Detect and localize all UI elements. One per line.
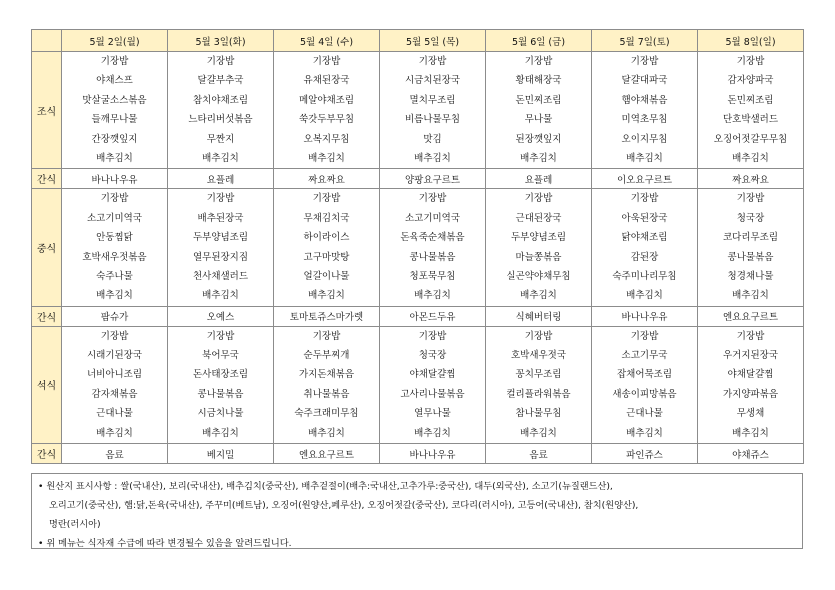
menu-item: 시래기된장국 — [86, 350, 143, 362]
breakfast-row — [32, 52, 804, 169]
menu-item: 기장밥 — [524, 56, 553, 67]
lunch-row — [32, 189, 804, 306]
menu-cell — [168, 326, 274, 443]
snack-cell: 식혜버터링 — [486, 306, 592, 326]
menu-item: 기장밥 — [524, 193, 553, 205]
menu-item: 배추김치 — [414, 427, 451, 439]
menu-item: 아욱된장국 — [621, 212, 668, 224]
day-header: 5월 5일 (목) — [380, 30, 486, 52]
menu-cell — [380, 52, 486, 169]
menu-item: 들깨무나물 — [91, 114, 138, 126]
menu-item: 시금치된장국 — [404, 75, 461, 87]
menu-item: 두부양념조림 — [192, 232, 249, 244]
menu-item: 무채김치국 — [303, 212, 350, 224]
menu-item: 너비아니조림 — [86, 369, 143, 381]
menu-item: 청포묵무침 — [409, 270, 456, 282]
snack-cell: 엔요요구르트 — [274, 444, 380, 464]
menu-item: 야채스프 — [96, 75, 133, 87]
snack-row-1 — [32, 169, 804, 189]
menu-item: 열무나물 — [414, 408, 451, 420]
menu-item: 코다리무조림 — [722, 232, 779, 244]
menu-item: 순두부찌개 — [303, 350, 350, 362]
menu-item: 기장밥 — [736, 330, 765, 342]
snack-cell: 요플레 — [486, 169, 592, 189]
menu-item: 배추김치 — [308, 290, 345, 302]
menu-item: 배추김치 — [202, 152, 239, 164]
menu-item: 오징어젓갈무무침 — [713, 133, 788, 145]
snack-cell: 요플레 — [168, 169, 274, 189]
snack-cell: 짜요짜요 — [274, 169, 380, 189]
header-row — [32, 30, 804, 52]
menu-item: 배추김치 — [732, 152, 769, 164]
day-header: 5월 6일 (금) — [486, 30, 592, 52]
menu-item: 얼갈이나물 — [303, 270, 350, 282]
snack-cell: 파인쥬스 — [592, 444, 698, 464]
origin-notice-continued: 명란(러시아) — [49, 519, 101, 530]
day-header: 5월 8일(일) — [698, 30, 804, 52]
menu-item: 무짠지 — [206, 133, 235, 145]
day-header: 5월 7일(토) — [592, 30, 698, 52]
menu-item: 콩나물볶음 — [197, 388, 244, 400]
menu-item: 감자양파국 — [727, 75, 774, 87]
menu-cell — [486, 52, 592, 169]
menu-item: 근대된장국 — [515, 212, 562, 224]
menu-item: 단호박샐러드 — [722, 114, 779, 126]
snack-cell: 바나나우유 — [62, 169, 168, 189]
menu-item: 배추김치 — [308, 427, 345, 439]
menu-item: 열무된장지짐 — [192, 251, 249, 263]
notes-box — [31, 473, 803, 549]
menu-item: 마늘쫑볶음 — [515, 251, 562, 263]
menu-item: 잡채어묵조림 — [616, 369, 673, 381]
menu-item: 가지양파볶음 — [722, 388, 779, 400]
meal-label-snack: 간식 — [32, 306, 62, 326]
menu-item: 고구마맛탕 — [303, 251, 350, 263]
snack-cell: 아몬드두유 — [380, 306, 486, 326]
snack-cell: 오예스 — [168, 306, 274, 326]
menu-cell — [274, 52, 380, 169]
corner-cell — [32, 30, 62, 52]
menu-item: 배추김치 — [732, 290, 769, 302]
menu-item: 참나물무침 — [515, 408, 562, 420]
menu-item: 미역초무침 — [621, 114, 668, 126]
menu-cell — [592, 326, 698, 443]
menu-item: 기장밥 — [312, 193, 341, 205]
menu-item: 무나물 — [524, 114, 553, 126]
menu-cell — [380, 189, 486, 306]
menu-item: 근대나물 — [626, 408, 663, 420]
menu-item: 오복지무침 — [303, 133, 350, 145]
menu-item: 취나물볶음 — [303, 388, 350, 400]
menu-item: 황태해장국 — [515, 75, 562, 87]
menu-item: 기장밥 — [312, 330, 341, 342]
menu-item: 기장밥 — [312, 56, 341, 67]
menu-item: 기장밥 — [100, 56, 129, 67]
weekly-menu-table — [31, 29, 804, 464]
snack-cell: 음료 — [62, 444, 168, 464]
menu-item: 무생채 — [736, 408, 765, 420]
menu-item: 안동찜닭 — [96, 232, 133, 244]
menu-cell — [62, 326, 168, 443]
menu-item: 소고기무국 — [621, 350, 668, 362]
meal-label-dinner: 석식 — [32, 326, 62, 443]
menu-item: 기장밥 — [100, 193, 129, 205]
menu-item: 돈민찌조림 — [515, 94, 562, 106]
menu-item: 컬리플라워볶음 — [506, 388, 571, 400]
menu-item: 참치야채조림 — [192, 94, 249, 106]
menu-item: 하이라이스 — [303, 232, 350, 244]
menu-item: 숙주나물 — [96, 270, 133, 282]
menu-item: 기장밥 — [100, 330, 129, 342]
menu-item: 배추김치 — [626, 290, 663, 302]
menu-item: 기장밥 — [418, 193, 447, 205]
menu-item: 배추김치 — [732, 427, 769, 439]
menu-item: 배추김치 — [520, 427, 557, 439]
menu-item: 맛김 — [423, 133, 442, 145]
menu-item: 배추김치 — [96, 427, 133, 439]
menu-item: 유채된장국 — [303, 75, 350, 87]
menu-cell — [274, 326, 380, 443]
day-header: 5월 4일 (수) — [274, 30, 380, 52]
snack-cell: 바나나우유 — [592, 306, 698, 326]
menu-item: 소고기미역국 — [404, 212, 461, 224]
day-header: 5월 3일(화) — [168, 30, 274, 52]
menu-item: 기장밥 — [418, 330, 447, 342]
menu-change-notice: • 위 메뉴는 식자재 수급에 따라 변경될수 있음을 알려드립니다. — [38, 538, 292, 549]
menu-item: 천사채샐러드 — [192, 270, 249, 282]
menu-item: 기장밥 — [630, 193, 659, 205]
menu-item: 느타리버섯볶음 — [188, 114, 253, 126]
menu-item: 기장밥 — [206, 330, 235, 342]
menu-item: 비름나물무침 — [404, 114, 461, 126]
menu-item: 기장밥 — [418, 56, 447, 67]
menu-item: 꽁치무조림 — [515, 369, 562, 381]
menu-item: 소고기미역국 — [86, 212, 143, 224]
menu-cell — [168, 52, 274, 169]
menu-item: 실곤약야채무침 — [506, 270, 571, 282]
menu-cell — [698, 189, 804, 306]
dinner-row — [32, 326, 804, 443]
menu-item: 호박새우젓국 — [510, 350, 567, 362]
menu-item: 배추김치 — [520, 290, 557, 302]
menu-item: 기장밥 — [206, 56, 235, 67]
menu-item: 가지돈채볶음 — [298, 369, 355, 381]
menu-item: 배추김치 — [414, 290, 451, 302]
menu-item: 우거지된장국 — [722, 350, 779, 362]
menu-item: 청국장 — [418, 350, 447, 362]
menu-item: 기장밥 — [736, 193, 765, 205]
snack-cell: 바나나우유 — [380, 444, 486, 464]
menu-item: 근대나물 — [96, 408, 133, 420]
snack-row-3 — [32, 444, 804, 464]
snack-cell: 팜슈가 — [62, 306, 168, 326]
menu-item: 고사리나물볶음 — [400, 388, 465, 400]
snack-cell: 짜요짜요 — [698, 169, 804, 189]
menu-item: 기장밥 — [736, 56, 765, 67]
menu-item: 오이지무침 — [621, 133, 668, 145]
menu-cell — [592, 52, 698, 169]
menu-item: 숙주미나리무침 — [612, 270, 677, 282]
snack-cell: 엔요요구르트 — [698, 306, 804, 326]
menu-item: 시금치나물 — [197, 408, 244, 420]
menu-item: 감된장 — [630, 251, 659, 263]
menu-item: 배추된장국 — [197, 212, 244, 224]
menu-item: 배추김치 — [626, 427, 663, 439]
menu-item: 야채달걀찜 — [727, 369, 774, 381]
meal-label-lunch: 중식 — [32, 189, 62, 306]
menu-cell — [486, 189, 592, 306]
menu-item: 새송이피망볶음 — [612, 388, 677, 400]
menu-item: 감자채볶음 — [91, 388, 138, 400]
menu-item: 멸치무조림 — [409, 94, 456, 106]
menu-cell — [486, 326, 592, 443]
menu-item: 기장밥 — [630, 56, 659, 67]
menu-cell — [592, 189, 698, 306]
menu-item: 기장밥 — [630, 330, 659, 342]
menu-item: 돈사태장조림 — [192, 369, 249, 381]
menu-item: 달걀대파국 — [621, 75, 668, 87]
menu-item: 돈육죽순채볶음 — [400, 232, 465, 244]
snack-cell: 양팡요구르트 — [380, 169, 486, 189]
meal-label-snack: 간식 — [32, 169, 62, 189]
menu-item: 맛살굴소스볶음 — [82, 94, 147, 106]
origin-notice: • 원산지 표시사항 : 쌀(국내산), 보리(국내산), 배추김치(중국산), 배추겉절이(배추:국내산,고추가루:중국산), 대두(외국산), 소고기(뉴질랜드산), — [38, 481, 613, 492]
menu-cell — [274, 189, 380, 306]
menu-item: 쑥갓두부무침 — [298, 114, 355, 126]
snack-cell: 토마토쥬스마가렛 — [274, 306, 380, 326]
menu-item: 햄야채볶음 — [621, 94, 668, 106]
menu-item: 북어무국 — [202, 350, 239, 362]
menu-item: 배추김치 — [96, 290, 133, 302]
snack-cell: 야채쥬스 — [698, 444, 804, 464]
snack-cell: 이오요구르트 — [592, 169, 698, 189]
menu-cell — [62, 52, 168, 169]
menu-item: 숙주크래미무침 — [294, 408, 359, 420]
menu-cell — [62, 189, 168, 306]
menu-item: 콩나물볶음 — [727, 251, 774, 263]
menu-item: 배추김치 — [520, 152, 557, 164]
menu-item: 닭야채조림 — [621, 232, 668, 244]
menu-item: 배추김치 — [308, 152, 345, 164]
menu-item: 기장밥 — [524, 330, 553, 342]
menu-item: 기장밥 — [206, 193, 235, 205]
menu-item: 배추김치 — [96, 152, 133, 164]
menu-item: 배추김치 — [202, 290, 239, 302]
menu-item: 배추김치 — [414, 152, 451, 164]
menu-item: 배추김치 — [626, 152, 663, 164]
menu-item: 간장깻잎지 — [91, 133, 138, 145]
menu-cell — [698, 52, 804, 169]
menu-item: 콩나물볶음 — [409, 251, 456, 263]
menu-item: 달걀부추국 — [197, 75, 244, 87]
menu-item: 호박새우젓볶음 — [82, 251, 147, 263]
menu-item: 돈민찌조림 — [727, 94, 774, 106]
menu-cell — [168, 189, 274, 306]
origin-notice-continued: 오리고기(중국산), 햄:닭,돈육(국내산), 주꾸미(베트남), 오징어(원양산,페루산), 오징어젓갈(중국산), 코다리(러시아), 고등어(국내산), 참치(원양산), — [49, 500, 639, 511]
menu-item: 청국장 — [736, 212, 765, 224]
menu-item: 청경채나물 — [727, 270, 774, 282]
menu-item: 메알야채조림 — [298, 94, 355, 106]
meal-label-breakfast: 조식 — [32, 52, 62, 169]
menu-item: 야채달걀찜 — [409, 369, 456, 381]
snack-row-2 — [32, 306, 804, 326]
menu-cell — [380, 326, 486, 443]
snack-cell: 베지밀 — [168, 444, 274, 464]
menu-item: 배추김치 — [202, 427, 239, 439]
menu-item: 두부양념조림 — [510, 232, 567, 244]
menu-item: 된장깻잎지 — [515, 133, 562, 145]
meal-label-snack: 간식 — [32, 444, 62, 464]
snack-cell: 음료 — [486, 444, 592, 464]
day-header: 5월 2일(월) — [62, 30, 168, 52]
menu-cell — [698, 326, 804, 443]
